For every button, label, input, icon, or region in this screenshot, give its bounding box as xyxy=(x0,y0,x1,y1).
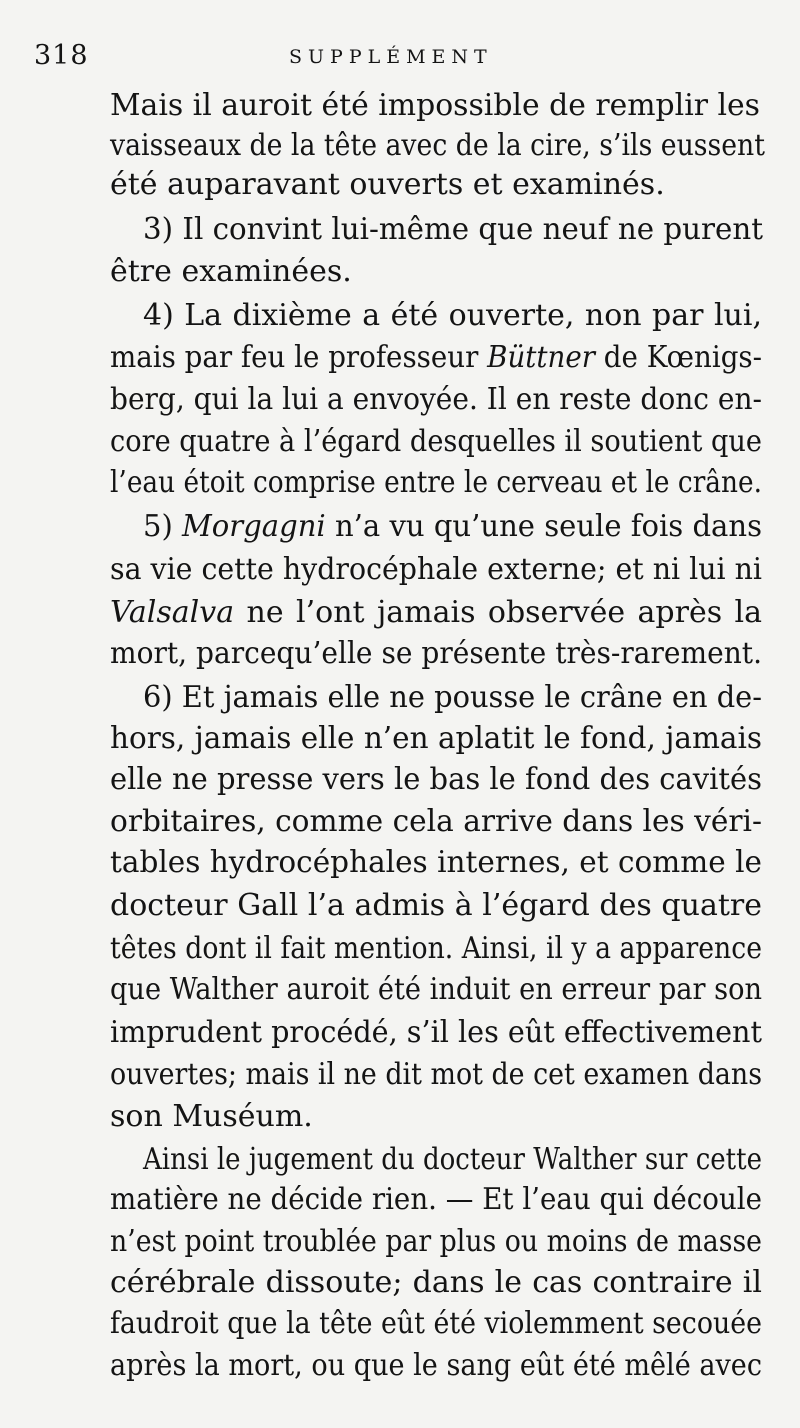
text-run: core quatre à l’égard desquelles il soutient que xyxy=(110,424,762,459)
text-line xyxy=(110,802,762,842)
italic-name: Valsalva xyxy=(110,595,235,630)
text-run: été auparavant ouverts et examinés. xyxy=(110,167,665,202)
text-line xyxy=(143,678,762,718)
text-run: 3) Il convint lui-même que neuf ne purent xyxy=(143,212,763,247)
text-run: 6) Et jamais elle ne pousse le crâne en de- xyxy=(143,680,762,715)
text-line xyxy=(110,86,760,126)
text-run: mort, parcequ’elle se présente très-rarement. xyxy=(110,636,762,671)
text-line xyxy=(110,886,762,926)
italic-name: Büttner xyxy=(487,340,596,375)
text-line xyxy=(110,1180,762,1220)
text-run: 5) xyxy=(143,509,183,544)
text-run: de Kœnigs- xyxy=(595,340,762,375)
text-line xyxy=(143,1140,762,1180)
running-head: SUPPLÉMENT xyxy=(289,46,493,68)
text-run: son Muséum. xyxy=(110,1099,313,1134)
text-run: sa vie cette hydrocéphale externe; et ni lui ni xyxy=(110,552,762,587)
page-number: 318 xyxy=(34,40,89,71)
italic-name: Morgagni xyxy=(182,509,326,544)
text-run: cérébrale dissoute; dans le cas contraire il xyxy=(110,1265,762,1300)
text-line xyxy=(110,1346,762,1386)
text-line xyxy=(110,380,762,420)
text-line xyxy=(110,338,762,378)
text-run: imprudent procédé, s’il les eût effectivement xyxy=(110,1015,762,1050)
text-run: 4) La dixième a été ouverte, non par lui, xyxy=(143,298,762,333)
text-run: n’est point troublée par plus ou moins de masse xyxy=(110,1224,762,1259)
text-line xyxy=(110,970,762,1010)
text-line xyxy=(110,634,762,674)
text-line xyxy=(110,719,762,759)
text-line xyxy=(110,1055,762,1095)
text-run: après la mort, ou que le sang eût été mêlé avec xyxy=(110,1348,762,1383)
text-run: orbitaires, comme cela arrive dans les véri- xyxy=(110,804,762,839)
text-line xyxy=(143,507,762,547)
text-run: l’eau étoit comprise entre le cerveau et le crâne. xyxy=(110,465,762,500)
text-run: tables hydrocéphales internes, et comme le xyxy=(110,845,762,880)
text-line xyxy=(110,1013,762,1053)
text-run: berg, qui la lui a envoyée. Il en reste donc en- xyxy=(110,382,762,417)
text-line xyxy=(143,210,763,250)
text-line xyxy=(110,550,762,590)
text-run: vaisseaux de la tête avec de la cire, s’ils eussent xyxy=(110,128,765,163)
text-run: être examinées. xyxy=(110,254,352,289)
text-line xyxy=(110,1222,762,1262)
text-run: têtes dont il fait mention. Ainsi, il y a apparence xyxy=(110,931,762,966)
text-run: n’a vu qu’une seule fois dans xyxy=(325,509,762,544)
text-line xyxy=(143,296,762,336)
text-run: hors, jamais elle n’en aplatit le fond, jamais xyxy=(110,721,762,756)
text-line xyxy=(110,1097,313,1137)
text-line xyxy=(110,929,762,969)
text-line xyxy=(110,463,762,503)
text-line xyxy=(110,1263,762,1303)
text-line xyxy=(110,422,762,462)
text-run: mais par feu le professeur xyxy=(110,340,488,375)
text-line xyxy=(110,593,762,633)
text-line xyxy=(110,165,665,205)
text-run: faudroit que la tête eût été violemment secouée xyxy=(110,1306,762,1341)
text-run: ne l’ont jamais observée après la xyxy=(234,595,762,630)
text-line xyxy=(110,843,762,883)
text-run: matière ne décide rien. — Et l’eau qui découle xyxy=(110,1182,762,1217)
text-run: elle ne presse vers le bas le fond des cavités xyxy=(110,762,762,797)
text-line xyxy=(110,252,352,292)
text-run: que Walther auroit été induit en erreur par son xyxy=(110,972,762,1007)
text-line xyxy=(110,760,762,800)
text-run: Mais il auroit été impossible de remplir les xyxy=(110,88,760,123)
text-line xyxy=(110,126,765,166)
text-run: Ainsi le jugement du docteur Walther sur cette xyxy=(143,1142,762,1177)
text-run: docteur Gall l’a admis à l’égard des quatre xyxy=(110,888,762,923)
text-run: ouvertes; mais il ne dit mot de cet examen dans xyxy=(110,1057,762,1092)
text-line xyxy=(110,1304,762,1344)
